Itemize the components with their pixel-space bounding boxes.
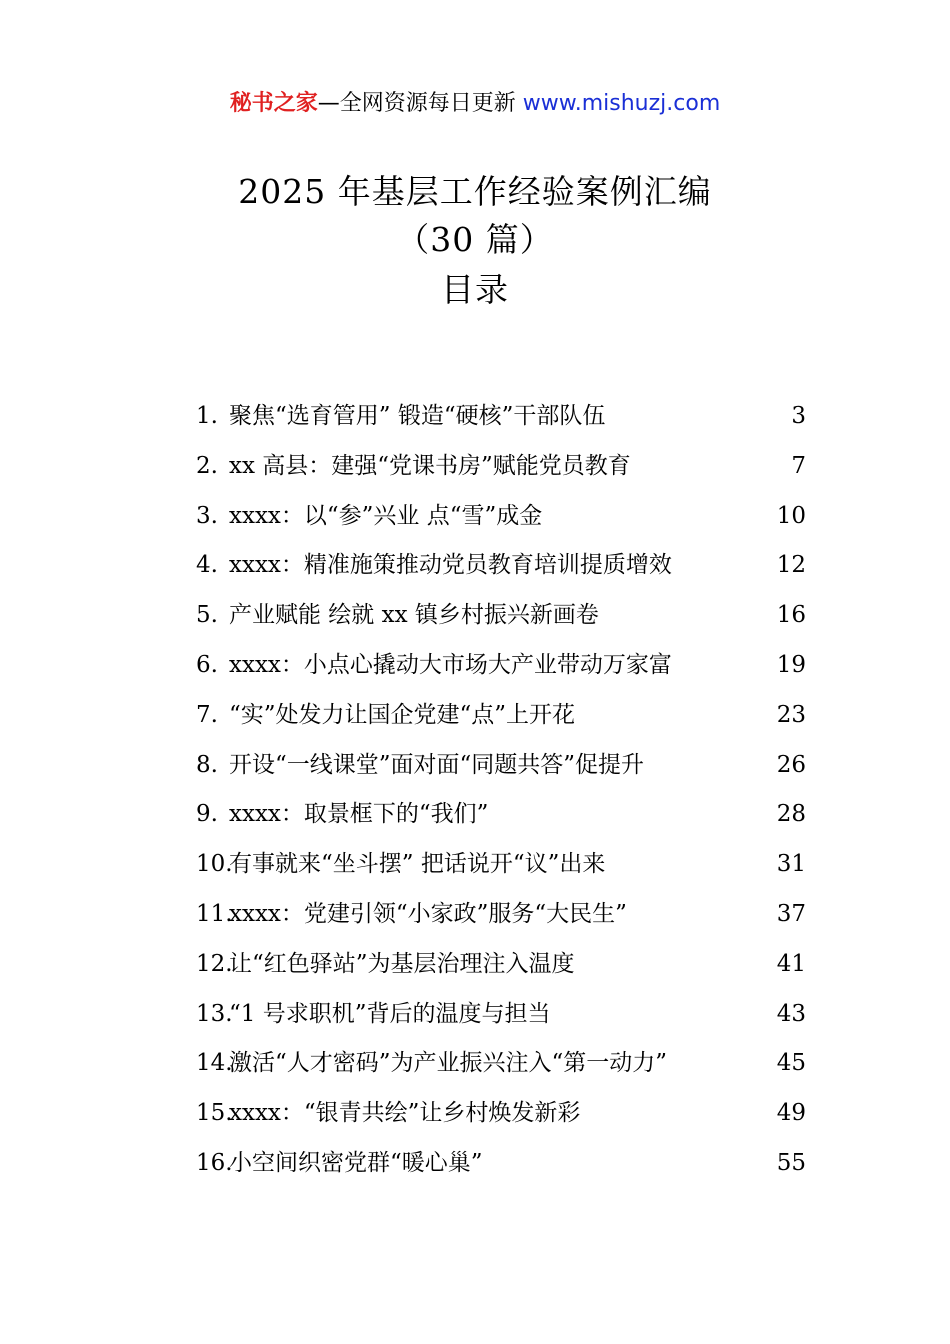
- toc-entry-number: 3.: [196, 502, 218, 529]
- toc-entry[interactable]: [196, 1089, 806, 1139]
- toc-entry-page: 16: [776, 602, 806, 629]
- toc-entry-number: 14.: [196, 1050, 233, 1077]
- site-header: [0, 88, 950, 120]
- toc-entry-title: 让“红色驿站”为基层治理注入温度: [229, 950, 575, 977]
- toc-entry[interactable]: [196, 392, 806, 442]
- toc-entry-number: 11.: [196, 900, 233, 927]
- toc-entry[interactable]: [196, 541, 806, 591]
- toc-entry[interactable]: [196, 492, 806, 542]
- toc-entry-page: 12: [776, 552, 806, 579]
- toc-entry-number: 16.: [196, 1149, 233, 1176]
- toc-entry[interactable]: [196, 840, 806, 890]
- toc-entry-title: xxxx：以“参”兴业 点“雪”成金: [229, 502, 543, 529]
- header-tagline: —全网资源每日更新: [317, 91, 523, 116]
- toc-entry-page: 41: [776, 950, 806, 977]
- toc-entry-title: 产业赋能 绘就 xx 镇乡村振兴新画卷: [229, 602, 599, 629]
- toc-entry-number: 7.: [196, 701, 218, 728]
- document-title-block: [0, 168, 950, 314]
- toc-entry-number: 5.: [196, 602, 218, 629]
- toc-entry-number: 13.: [196, 1000, 233, 1027]
- toc-entry[interactable]: [196, 890, 806, 940]
- toc-entry-title: xxxx：党建引领“小家政”服务“大民生”: [229, 900, 627, 927]
- toc-entry-number: 9.: [196, 801, 218, 828]
- toc-entry-page: 45: [776, 1050, 806, 1077]
- toc-entry[interactable]: [196, 1039, 806, 1089]
- toc-entry-title: xxxx：取景框下的“我们”: [229, 801, 489, 828]
- toc-entry-page: 37: [776, 900, 806, 927]
- toc-entry-page: 31: [776, 851, 806, 878]
- toc-entry[interactable]: [196, 940, 806, 990]
- table-of-contents: [196, 392, 806, 1189]
- toc-entry[interactable]: [196, 1139, 806, 1189]
- toc-entry-number: 4.: [196, 552, 218, 579]
- toc-entry-page: 49: [776, 1100, 806, 1127]
- toc-entry-title: 激活“人才密码”为产业振兴注入“第一动力”: [229, 1050, 668, 1077]
- toc-entry-page: 23: [776, 701, 806, 728]
- toc-entry-title: 小空间织密党群“暖心巢”: [229, 1149, 483, 1176]
- toc-entry-page: 28: [776, 801, 806, 828]
- toc-entry-page: 3: [791, 403, 806, 429]
- document-title: 2025 年基层工作经验案例汇编: [238, 172, 712, 211]
- toc-entry-title: xxxx：小点心撬动大市场大产业带动万家富: [229, 651, 672, 678]
- toc-entry[interactable]: [196, 741, 806, 791]
- toc-entry-number: 8.: [196, 751, 218, 778]
- toc-entry[interactable]: [196, 790, 806, 840]
- toc-entry-title: 有事就来“坐斗摆” 把话说开“议”出来: [229, 851, 606, 878]
- document-subtitle: （30 篇）: [396, 220, 554, 259]
- toc-heading: 目录: [441, 270, 509, 309]
- toc-entry-title: 开设“一线课堂”面对面“同题共答”促提升: [229, 751, 645, 778]
- toc-entry-page: 55: [776, 1149, 806, 1176]
- toc-entry[interactable]: [196, 591, 806, 641]
- toc-entry-number: 15.: [196, 1100, 233, 1127]
- toc-entry[interactable]: [196, 691, 806, 741]
- toc-entry-page: 43: [776, 1000, 806, 1027]
- toc-entry[interactable]: [196, 442, 806, 492]
- toc-entry-number: 1.: [196, 403, 218, 429]
- toc-entry-number: 6.: [196, 651, 218, 678]
- toc-entry-number: 12.: [196, 950, 233, 977]
- toc-entry-title: “实”处发力让国企党建“点”上开花: [229, 701, 576, 728]
- toc-entry-title: xxxx：“银青共绘”让乡村焕发新彩: [229, 1100, 581, 1127]
- toc-entry-title: xxxx：精准施策推动党员教育培训提质增效: [229, 552, 672, 579]
- toc-entry[interactable]: [196, 990, 806, 1040]
- toc-entry-title: xx 高县：建强“党课书房”赋能党员教育: [229, 452, 631, 479]
- toc-entry-title: “1 号求职机”背后的温度与担当: [229, 1000, 551, 1027]
- header-url[interactable]: www.mishuzj.com: [522, 91, 721, 116]
- toc-entry-page: 10: [776, 502, 806, 529]
- toc-entry-number: 10.: [196, 851, 233, 878]
- toc-entry-page: 26: [776, 751, 806, 778]
- toc-entry-page: 19: [776, 651, 806, 678]
- brand-name: 秘书之家: [229, 91, 318, 116]
- toc-entry[interactable]: [196, 641, 806, 691]
- toc-entry-page: 7: [791, 452, 806, 479]
- toc-entry-number: 2.: [196, 452, 218, 479]
- toc-entry-title: 聚焦“选育管用” 锻造“硬核”干部队伍: [229, 403, 606, 429]
